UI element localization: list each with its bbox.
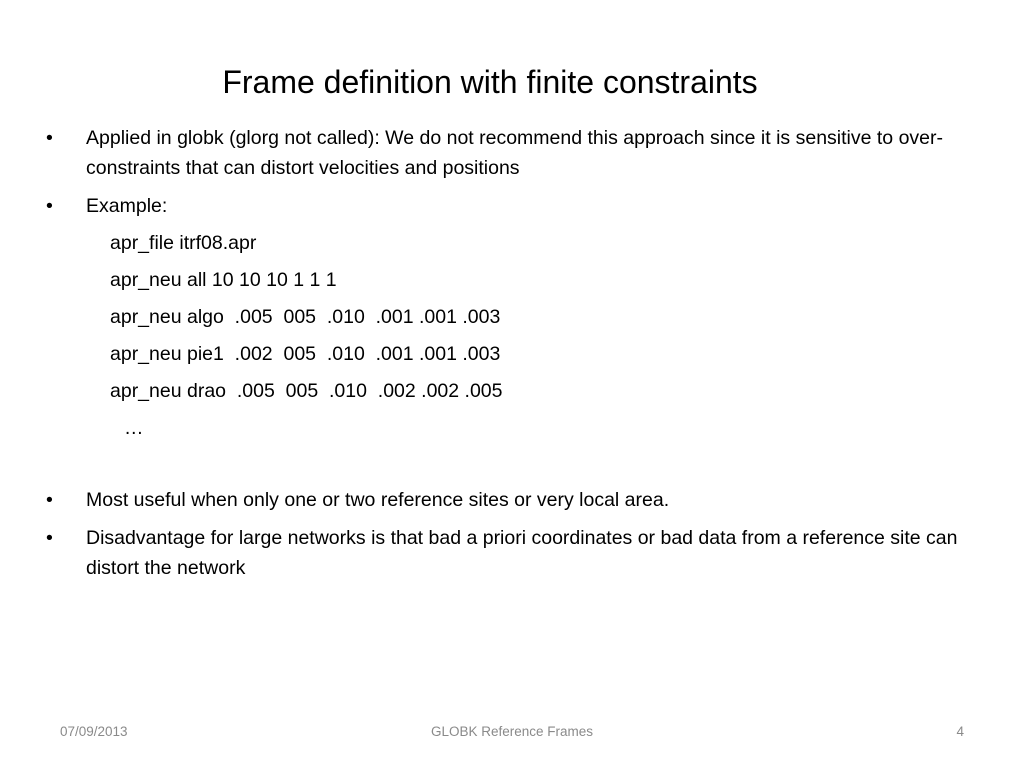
example-ellipsis: … [124, 417, 144, 439]
bullet-item [46, 191, 966, 221]
bullet-item [46, 485, 966, 515]
bullet-text: Applied in globk (glorg not called): We do not recommend this approach since it is sensitive to over-constraints that can distort velocities and positions [86, 127, 943, 179]
bullet-marker: • [46, 527, 53, 549]
footer-date: 07/09/2013 [60, 724, 128, 739]
bullet-text: Disadvantage for large networks is that bad a priori coordinates or bad data from a reference site can distort the network [86, 527, 958, 579]
bullet-text: Most useful when only one or two reference sites or very local area. [86, 489, 670, 511]
example-line: apr_neu drao .005 005 .010 .002 .002 .005 [110, 380, 503, 402]
slide-title: Frame definition with finite constraints [222, 64, 758, 100]
example-line: apr_neu pie1 .002 005 .010 .001 .001 .003 [110, 343, 501, 365]
bullet-marker: • [46, 489, 53, 511]
bullet-item [46, 523, 966, 583]
page-number: 4 [956, 724, 964, 739]
bullet-marker: • [46, 195, 53, 217]
example-line: apr_file itrf08.apr [110, 232, 257, 254]
bullet-item [46, 123, 966, 183]
footer-title: GLOBK Reference Frames [430, 724, 594, 739]
example-block [46, 225, 966, 447]
example-line: apr_neu algo .005 005 .010 .001 .001 .003 [110, 306, 501, 328]
example-line: apr_neu all 10 10 10 1 1 1 [110, 269, 337, 291]
bullet-marker: • [46, 127, 53, 149]
slide-body [46, 123, 966, 583]
bullet-text: Example: [86, 195, 168, 217]
